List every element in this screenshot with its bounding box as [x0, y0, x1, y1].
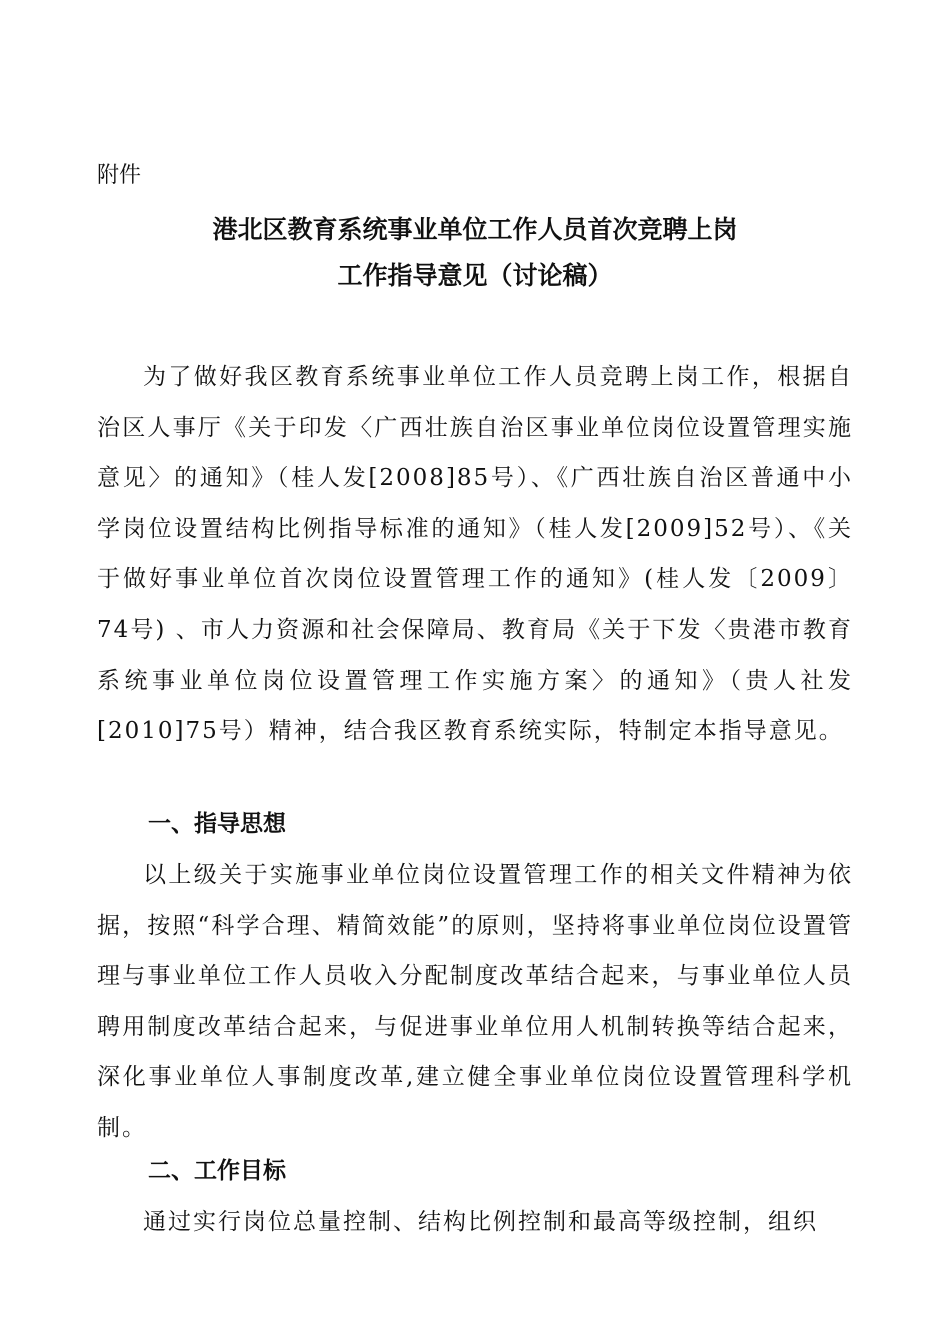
section-heading-work-goals: 二、工作目标 — [148, 1158, 286, 1184]
document-title-line2: 工作指导意见（讨论稿） — [337, 261, 613, 290]
paragraph-work-goals: 通过实行岗位总量控制、结构比例控制和最高等级控制，组织 — [143, 1209, 818, 1235]
paragraph-guiding-ideology: 以上级关于实施事业单位岗位设置管理工作的相关文件精神为依据，按照“科学合理、精简效能”的原则，坚持将事业单位岗位设置管理与事业单位工作人员收入分配制度改革结合起来，与事业单位人员聘用制度改革结合起来，与促进事业单位用人机制转换等结合起来，深化事业单位人事制度改革,建立健全事业单位岗位设置管理科学机制。 — [97, 862, 853, 1141]
attachment-label: 附件 — [97, 163, 142, 188]
paragraph-intro: 为了做好我区教育系统事业单位工作人员竞聘上岗工作，根据自治区人事厅《关于印发〈广西壮族自治区事业单位岗位设置管理实施意见〉的通知》（桂人发[2008]85号）、《广西壮族自治区普通中小学岗位设置结构比例指导标准的通知》（桂人发[2009]52号）、《关于做好事业单位首次岗位设置管理工作的通知》(桂人发〔2009〕74号) 、市人力资源和社会保障局、教育局《关于下发〈贵港市教育系统事业单位岗位设置管理工作实施方案〉的通知》（贵人社发[2010]75号）精神，结合我区教育系统实际，特制定本指导意见。 — [97, 364, 853, 745]
document-title-line1: 港北区教育系统事业单位工作人员首次竞聘上岗 — [212, 215, 738, 244]
section-heading-guiding-ideology: 一、指导思想 — [148, 811, 286, 837]
